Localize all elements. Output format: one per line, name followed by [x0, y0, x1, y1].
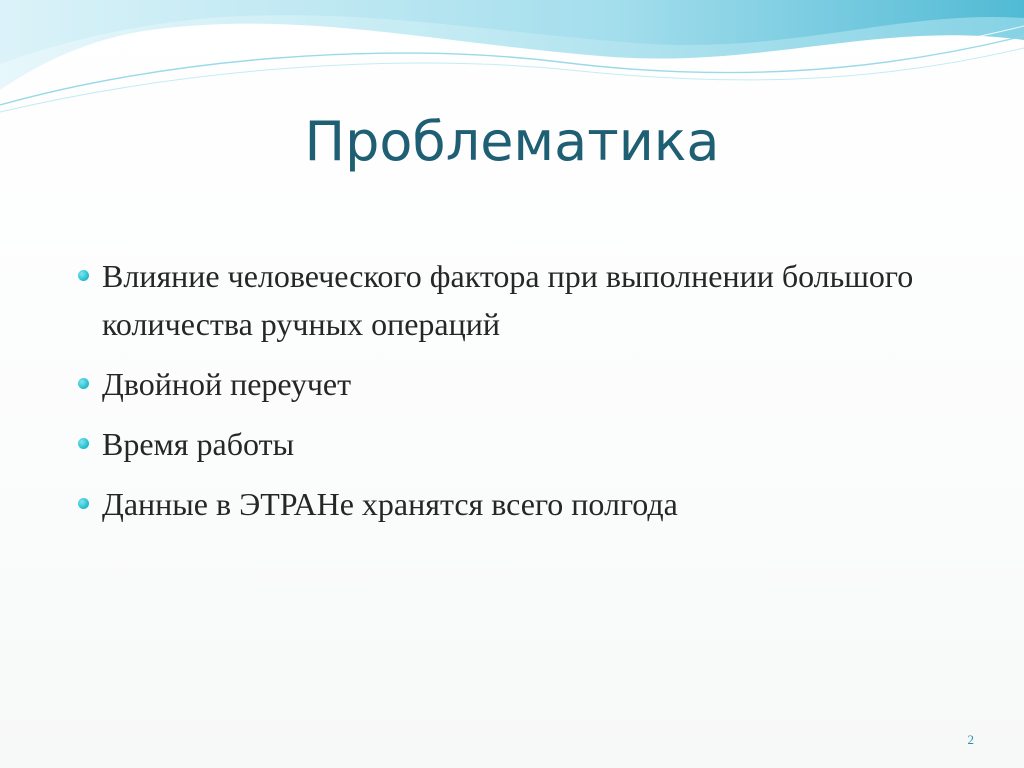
bullet-dot-icon [78, 378, 89, 389]
bullet-item [78, 360, 958, 408]
bullet-dot-icon [78, 498, 89, 509]
bullet-text: Двойной переучет [102, 366, 352, 402]
bullet-dot-icon [78, 438, 89, 449]
bullet-item [78, 252, 958, 348]
bullet-dot-icon [78, 270, 89, 281]
bullet-text: Время работы [102, 426, 295, 462]
bullet-text: Влияние человеческого фактора при выполнении большого количества ручных операций [102, 258, 914, 342]
bullet-item [78, 480, 958, 528]
slide-title: Проблематика [304, 110, 720, 173]
bullet-item [78, 420, 958, 468]
page-number: 2 [967, 732, 974, 747]
bullet-list [78, 252, 958, 540]
bullet-text: Данные в ЭТРАНе хранятся всего полгода [102, 486, 678, 522]
